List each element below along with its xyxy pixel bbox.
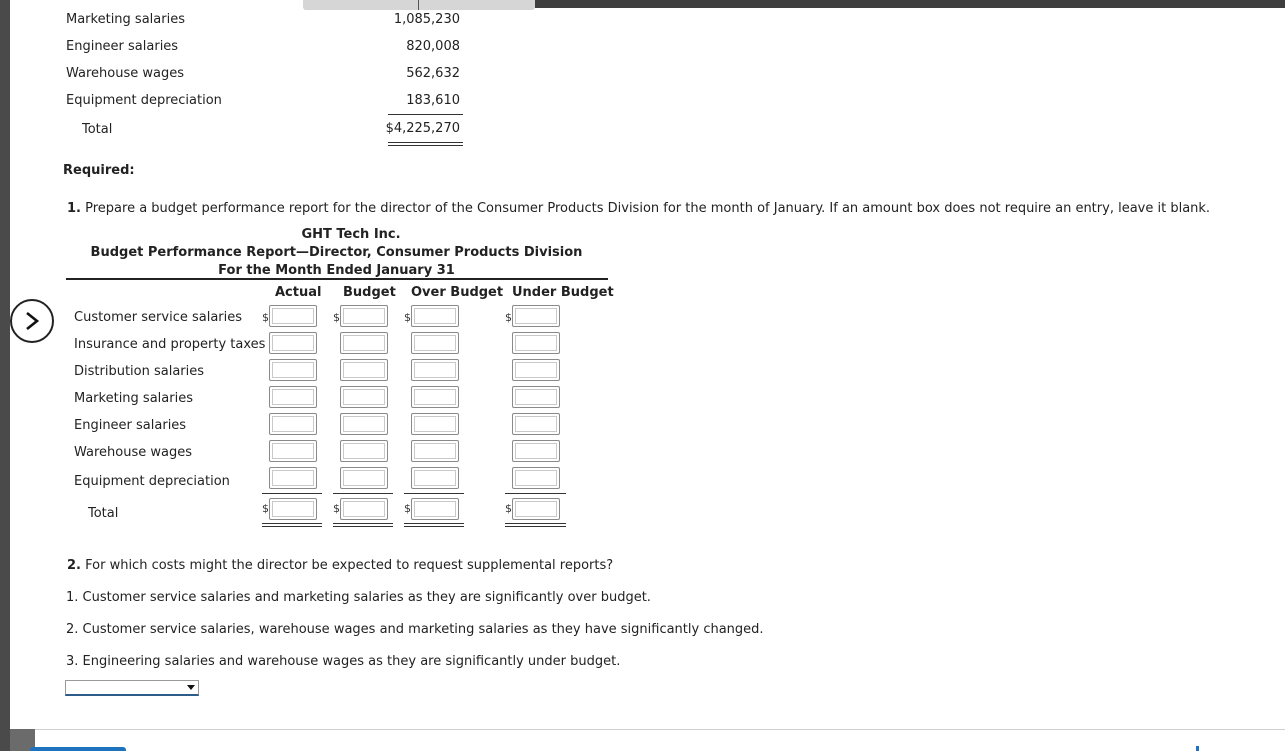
summary-row-label: Engineer salaries <box>66 39 179 54</box>
amount-input-actual[interactable] <box>269 359 317 381</box>
currency-symbol: $ <box>404 311 411 324</box>
amount-input-budget[interactable] <box>340 305 388 327</box>
amount-input-budget[interactable] <box>340 467 388 489</box>
top-dark-strip <box>535 0 1285 8</box>
amount-input-budget[interactable] <box>340 386 388 408</box>
amount-input-under-budget[interactable] <box>512 440 560 462</box>
report-row-label: Insurance and property taxes <box>74 337 266 352</box>
total-rule-over <box>404 493 464 494</box>
amount-input-under-budget[interactable] <box>512 467 560 489</box>
report-period: For the Month Ended January 31 <box>218 263 455 278</box>
report-row-label: Equipment depreciation <box>74 474 230 489</box>
total-double-rule <box>505 526 566 527</box>
column-header-under-budget: Under Budget <box>512 285 614 300</box>
report-header-rule <box>66 278 608 280</box>
total-double-rule <box>333 526 393 527</box>
total-double-rule <box>333 523 393 524</box>
amount-input-under-budget[interactable] <box>512 413 560 435</box>
question-2-number: 2. <box>67 558 81 573</box>
summary-row-value: 183,610 <box>406 93 460 108</box>
report-row-label: Engineer salaries <box>74 418 187 433</box>
report-row-label: Warehouse wages <box>74 445 193 460</box>
total-input-over-budget[interactable] <box>411 498 459 520</box>
report-title: Budget Performance Report—Director, Consumer Products Division <box>90 245 583 260</box>
total-double-rule <box>262 523 322 524</box>
amount-input-budget[interactable] <box>340 413 388 435</box>
bottom-marker <box>1196 746 1199 751</box>
amount-input-under-budget[interactable] <box>512 332 560 354</box>
answer-option: 2. Customer service salaries, warehouse wages and marketing salaries as they have significantly changed. <box>66 622 764 637</box>
total-rule-actual <box>262 493 322 494</box>
summary-row-value: 562,632 <box>406 66 460 81</box>
summary-row-value: 820,008 <box>406 39 460 54</box>
report-row-label: Distribution salaries <box>74 364 205 379</box>
question-2 <box>67 558 613 573</box>
currency-symbol: $ <box>505 502 512 515</box>
required-heading: Required: <box>63 163 135 178</box>
amount-input-under-budget[interactable] <box>512 359 560 381</box>
answer-option: 1. Customer service salaries and marketing salaries as they are significantly over budget. <box>66 590 651 605</box>
total-double-rule-top <box>388 142 463 143</box>
question-2-text: For which costs might the director be expected to request supplemental reports? <box>85 558 614 573</box>
summary-row-label: Equipment depreciation <box>66 93 222 108</box>
total-rule-budget <box>333 493 393 494</box>
summary-total-value: $4,225,270 <box>385 121 460 136</box>
question-1-number: 1. <box>67 201 81 216</box>
report-row-label: Marketing salaries <box>74 391 193 406</box>
report-total-label: Total <box>88 506 119 521</box>
summary-row-label: Marketing salaries <box>66 12 185 27</box>
amount-input-over-budget[interactable] <box>411 386 459 408</box>
caret-down-icon <box>187 685 195 690</box>
currency-symbol: $ <box>333 502 340 515</box>
currency-symbol: $ <box>262 502 269 515</box>
amount-input-over-budget[interactable] <box>411 332 459 354</box>
amount-input-over-budget[interactable] <box>411 467 459 489</box>
total-double-rule-bottom <box>388 145 463 146</box>
summary-total-label: Total <box>82 122 113 137</box>
amount-input-over-budget[interactable] <box>411 413 459 435</box>
bottom-action-button[interactable] <box>30 747 126 751</box>
question-1-text: Prepare a budget performance report for the director of the Consumer Products Division for the month of January. If an amount box does not require an entry, leave it blank. <box>85 201 1211 216</box>
chevron-right-icon <box>23 310 41 332</box>
bottom-panel <box>10 729 1285 751</box>
amount-input-budget[interactable] <box>340 332 388 354</box>
total-double-rule <box>262 526 322 527</box>
amount-input-actual[interactable] <box>269 305 317 327</box>
amount-input-over-budget[interactable] <box>411 305 459 327</box>
answer-option: 3. Engineering salaries and warehouse wages as they are significantly under budget. <box>66 654 621 669</box>
currency-symbol: $ <box>333 311 340 324</box>
currency-symbol: $ <box>262 311 269 324</box>
currency-symbol: $ <box>404 502 411 515</box>
summary-row-label: Warehouse wages <box>66 66 185 81</box>
amount-input-actual[interactable] <box>269 440 317 462</box>
amount-input-over-budget[interactable] <box>411 359 459 381</box>
column-header-over-budget: Over Budget <box>411 285 504 300</box>
total-rule-under <box>505 493 566 494</box>
amount-input-actual[interactable] <box>269 413 317 435</box>
bottom-card <box>35 729 1285 751</box>
next-question-button[interactable] <box>10 299 54 343</box>
question-1 <box>67 201 1210 216</box>
top-tab-handle <box>303 0 535 10</box>
amount-input-actual[interactable] <box>269 332 317 354</box>
amount-input-actual[interactable] <box>269 467 317 489</box>
summary-row-value: 1,085,230 <box>393 12 460 27</box>
amount-input-budget[interactable] <box>340 359 388 381</box>
amount-input-under-budget[interactable] <box>512 305 560 327</box>
report-row-label: Customer service salaries <box>74 310 243 325</box>
total-double-rule <box>404 523 464 524</box>
amount-input-budget[interactable] <box>340 440 388 462</box>
column-header-actual: Actual <box>275 285 322 300</box>
subtotal-rule <box>388 114 463 115</box>
currency-symbol: $ <box>505 311 512 324</box>
column-header-budget: Budget <box>343 285 396 300</box>
amount-input-over-budget[interactable] <box>411 440 459 462</box>
total-double-rule <box>404 526 464 527</box>
amount-input-actual[interactable] <box>269 386 317 408</box>
report-company: GHT Tech Inc. <box>301 227 401 242</box>
total-input-under-budget[interactable] <box>512 498 560 520</box>
answer-select[interactable] <box>65 680 199 696</box>
total-input-actual[interactable] <box>269 498 317 520</box>
amount-input-under-budget[interactable] <box>512 386 560 408</box>
total-double-rule <box>505 523 566 524</box>
left-scroll-rail <box>0 0 10 751</box>
total-input-budget[interactable] <box>340 498 388 520</box>
